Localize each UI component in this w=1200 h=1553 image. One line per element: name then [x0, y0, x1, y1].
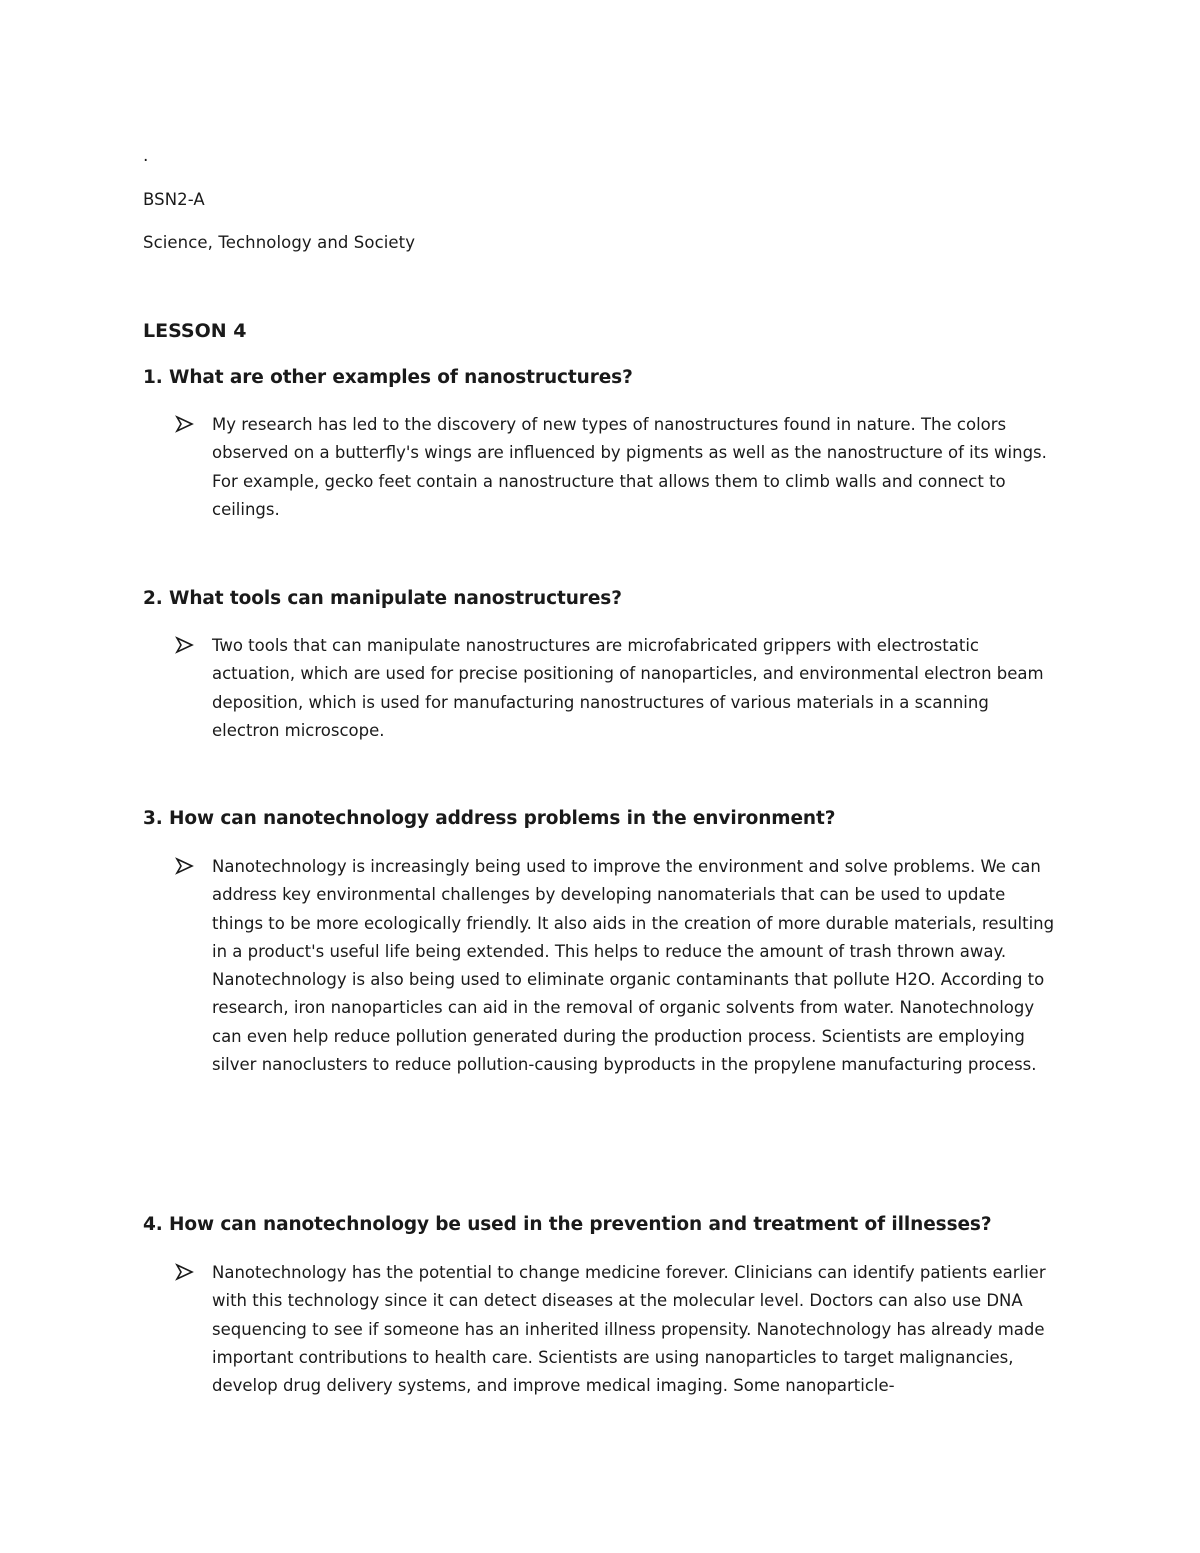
- question-3: 3. How can nanotechnology address problems in the environment?: [143, 808, 836, 829]
- answer-3-text: Nanotechnology is increasingly being used to improve the environment and solve problems. We can address key environmental challenges by developing nanomaterials that can be used to update things to be more ecologically friendly. It also aids in the creation of more durable materials, resulting in a product's useful life being extended. This helps to reduce the amount of trash thrown away. Nanotechnology is also being used to eliminate organic contaminants that pollute H2O. According to research, iron nanoparticles can aid in the removal of organic solvents from water. Nanotechnology can even help reduce pollution generated during the production process. Scientists are employing silver nanoclusters to reduce pollution-causing byproducts in the propylene manufacturing process.: [212, 857, 1055, 1075]
- arrow-bullet-icon: [175, 635, 195, 655]
- arrow-bullet-icon: [175, 1262, 195, 1282]
- section-label: BSN2-A: [143, 190, 205, 209]
- question-1: 1. What are other examples of nanostructures?: [143, 367, 633, 388]
- answer-2-text: Two tools that can manipulate nanostructures are microfabricated grippers with electrostatic actuation, which are used for precise positioning of nanoparticles, and environmental electron beam deposition, which is used for manufacturing nanostructures of various materials in a scanning electron microscope.: [212, 636, 1044, 740]
- arrow-bullet-icon: [175, 414, 195, 434]
- answer-4-text: Nanotechnology has the potential to change medicine forever. Clinicians can identify patients earlier with this technology since it can detect diseases at the molecular level. Doctors can also use DNA sequencing to see if someone has an inherited illness propensity. Nanotechnology has already made important contributions to health care. Scientists are using nanoparticles to target malignancies, develop drug delivery systems, and improve medical imaging. Some nanoparticle-: [212, 1263, 1046, 1396]
- answer-1-text: My research has led to the discovery of new types of nanostructures found in nature. The colors observed on a butterfly's wings are influenced by pigments as well as the nanostructure of its wings. For example, gecko feet contain a nanostructure that allows them to climb walls and connect to ceilings.: [212, 415, 1047, 519]
- header-marker: .: [143, 146, 149, 166]
- lesson-title: LESSON 4: [143, 320, 247, 342]
- question-4: 4. How can nanotechnology be used in the prevention and treatment of illnesses?: [143, 1214, 992, 1235]
- course-title: Science, Technology and Society: [143, 233, 416, 252]
- arrow-bullet-icon: [175, 856, 195, 876]
- question-2: 2. What tools can manipulate nanostructures?: [143, 588, 622, 609]
